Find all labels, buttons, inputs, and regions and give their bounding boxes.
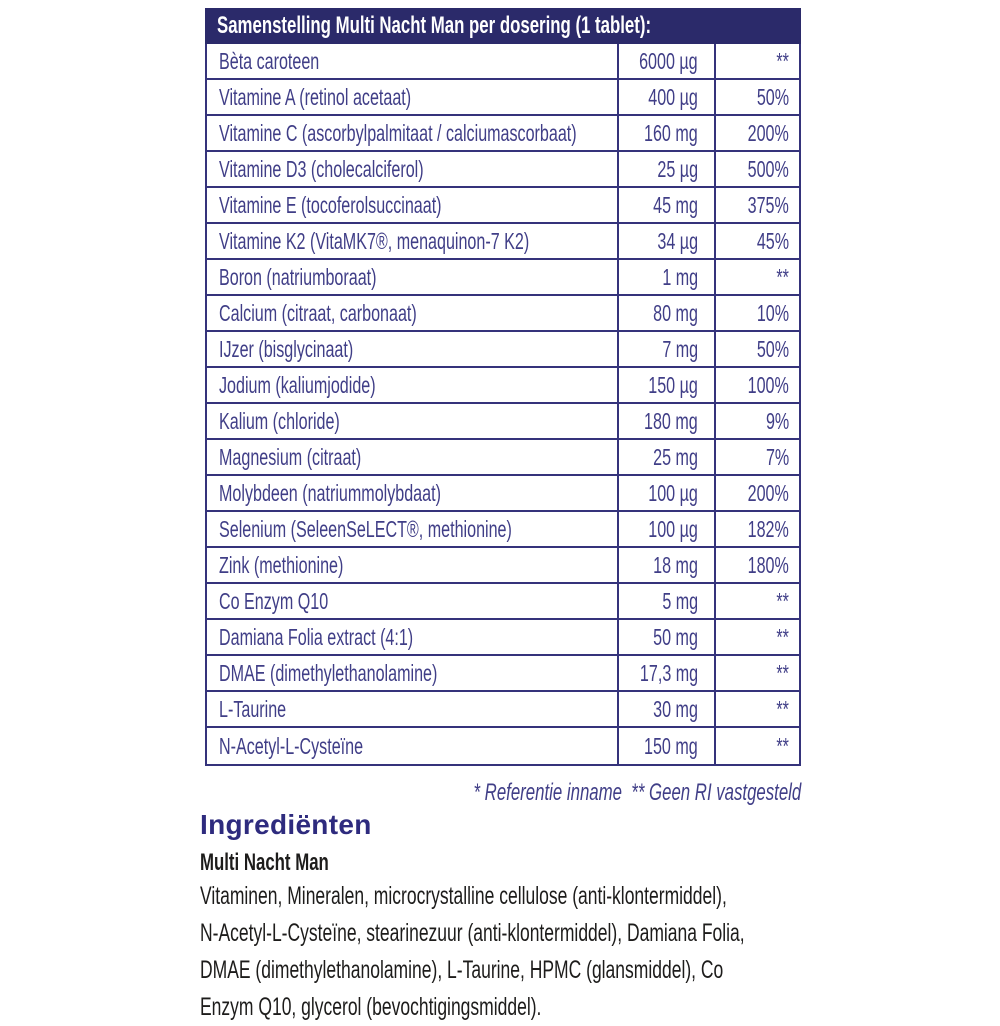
nutrient-amount: 17,3 mg (639, 659, 698, 686)
nutrient-name: Jodium (kaliumjodide) (219, 371, 376, 398)
nutrient-amount: 25 mg (653, 443, 698, 470)
table-title: Samenstelling Multi Nacht Man per dosering (1 tablet): (217, 12, 652, 39)
nutrient-amount: 5 mg (662, 587, 698, 614)
nutrient-ri: 200% (747, 119, 789, 146)
nutrient-name: DMAE (dimethylethanolamine) (219, 659, 438, 686)
nutrient-amount: 1 mg (662, 263, 698, 290)
nutrient-name: Molybdeen (natriummolybdaat) (219, 479, 441, 506)
nutrient-amount: 45 mg (653, 191, 698, 218)
nutrient-name: Zink (methionine) (219, 551, 344, 578)
nutrient-amount: 150 mg (644, 732, 698, 759)
footnote-text: * Referentie inname ** Geen RI vastgesteld (473, 779, 801, 806)
nutrient-ri: ** (776, 623, 789, 650)
nutrient-amount: 400 µg (648, 83, 698, 110)
table-row (207, 476, 799, 512)
table-header (205, 8, 871, 44)
nutrient-amount: 100 µg (648, 515, 698, 542)
table-row (207, 296, 799, 332)
nutrient-name: IJzer (bisglycinaat) (219, 335, 354, 362)
nutrient-ri: ** (776, 695, 789, 722)
table-row (207, 260, 799, 296)
ingredients-paragraph (200, 878, 900, 1026)
nutrient-name: Bèta caroteen (219, 47, 320, 74)
nutrient-name: Vitamine E (tocoferolsuccinaat) (219, 191, 442, 218)
nutrient-ri: 375% (747, 191, 789, 218)
nutrient-amount: 18 mg (653, 551, 698, 578)
table-row (207, 80, 799, 116)
nutrient-ri: 182% (747, 515, 789, 542)
table-row (207, 116, 799, 152)
nutrient-amount: 160 mg (644, 119, 698, 146)
nutrient-amount: 150 µg (648, 371, 698, 398)
ingredients-line: N-Acetyl-L-Cysteïne, stearinezuur (anti-klontermiddel), Damiana Folia, (200, 919, 745, 947)
nutrient-name: L-Taurine (219, 695, 287, 722)
nutrient-amount: 100 µg (648, 479, 698, 506)
footnote (205, 780, 801, 806)
table-body (205, 44, 801, 766)
nutrient-ri: ** (776, 659, 789, 686)
table-row (207, 728, 799, 764)
nutrient-ri: 200% (747, 479, 789, 506)
nutrient-name: Calcium (citraat, carbonaat) (219, 299, 417, 326)
nutrient-name: Magnesium (citraat) (219, 443, 362, 470)
nutrient-name: N-Acetyl-L-Cysteïne (219, 732, 364, 759)
ingredients-line: DMAE (dimethylethanolamine), L-Taurine, HPMC (glansmiddel), Co (200, 956, 724, 984)
nutrient-ri: 45% (756, 227, 789, 254)
ri-column-header: RI* (847, 12, 871, 39)
table-row (207, 152, 799, 188)
nutrient-amount: 34 µg (657, 227, 698, 254)
nutrient-name: Vitamine C (ascorbylpalmitaat / calciumascorbaat) (219, 119, 577, 146)
table-row (207, 368, 799, 404)
table-row (207, 188, 799, 224)
nutrient-ri: 9% (765, 407, 789, 434)
nutrient-amount: 7 mg (662, 335, 698, 362)
table-row (207, 656, 799, 692)
nutrient-ri: 7% (765, 443, 789, 470)
table-row (207, 332, 799, 368)
ingredients-line: Enzym Q10, glycerol (bevochtigingsmiddel). (200, 993, 542, 1021)
ingredients-line: Vitaminen, Mineralen, microcrystalline cellulose (anti-klontermiddel), (200, 882, 727, 910)
nutrient-ri: 50% (756, 83, 789, 110)
nutrient-name: Damiana Folia extract (4:1) (219, 623, 414, 650)
nutrient-ri: 50% (756, 335, 789, 362)
table-row (207, 692, 799, 728)
product-name: Multi Nacht Man (200, 849, 329, 876)
nutrient-name: Vitamine K2 (VitaMK7®, menaquinon-7 K2) (219, 227, 530, 254)
ingredients-heading: Ingrediënten (200, 809, 372, 840)
nutrient-amount: 180 mg (644, 407, 698, 434)
nutrient-ri: ** (776, 47, 789, 74)
table-row (207, 404, 799, 440)
table-row (207, 584, 799, 620)
table-row (207, 620, 799, 656)
nutrient-ri: 100% (747, 371, 789, 398)
table-row (207, 440, 799, 476)
ingredients-section (200, 808, 900, 1026)
table-row (207, 224, 799, 260)
nutrient-amount: 80 mg (653, 299, 698, 326)
nutrient-ri: 500% (747, 155, 789, 182)
nutrient-name: Vitamine D3 (cholecalciferol) (219, 155, 424, 182)
nutrient-amount: 25 µg (657, 155, 698, 182)
nutrient-name: Vitamine A (retinol acetaat) (219, 83, 412, 110)
nutrient-amount: 30 mg (653, 695, 698, 722)
nutrient-ri: ** (776, 263, 789, 290)
composition-table (205, 8, 871, 766)
nutrient-ri: 180% (747, 551, 789, 578)
nutrient-amount: 6000 µg (639, 47, 698, 74)
nutrient-name: Kalium (chloride) (219, 407, 340, 434)
table-row (207, 44, 799, 80)
table-row (207, 512, 799, 548)
nutrient-name: Selenium (SeleenSeLECT®, methionine) (219, 515, 512, 542)
nutrient-amount: 50 mg (653, 623, 698, 650)
nutrient-name: Boron (natriumboraat) (219, 263, 377, 290)
table-row (207, 548, 799, 584)
nutrient-ri: 10% (756, 299, 789, 326)
nutrient-ri: ** (776, 732, 789, 759)
nutrient-ri: ** (776, 587, 789, 614)
nutrient-name: Co Enzym Q10 (219, 587, 329, 614)
